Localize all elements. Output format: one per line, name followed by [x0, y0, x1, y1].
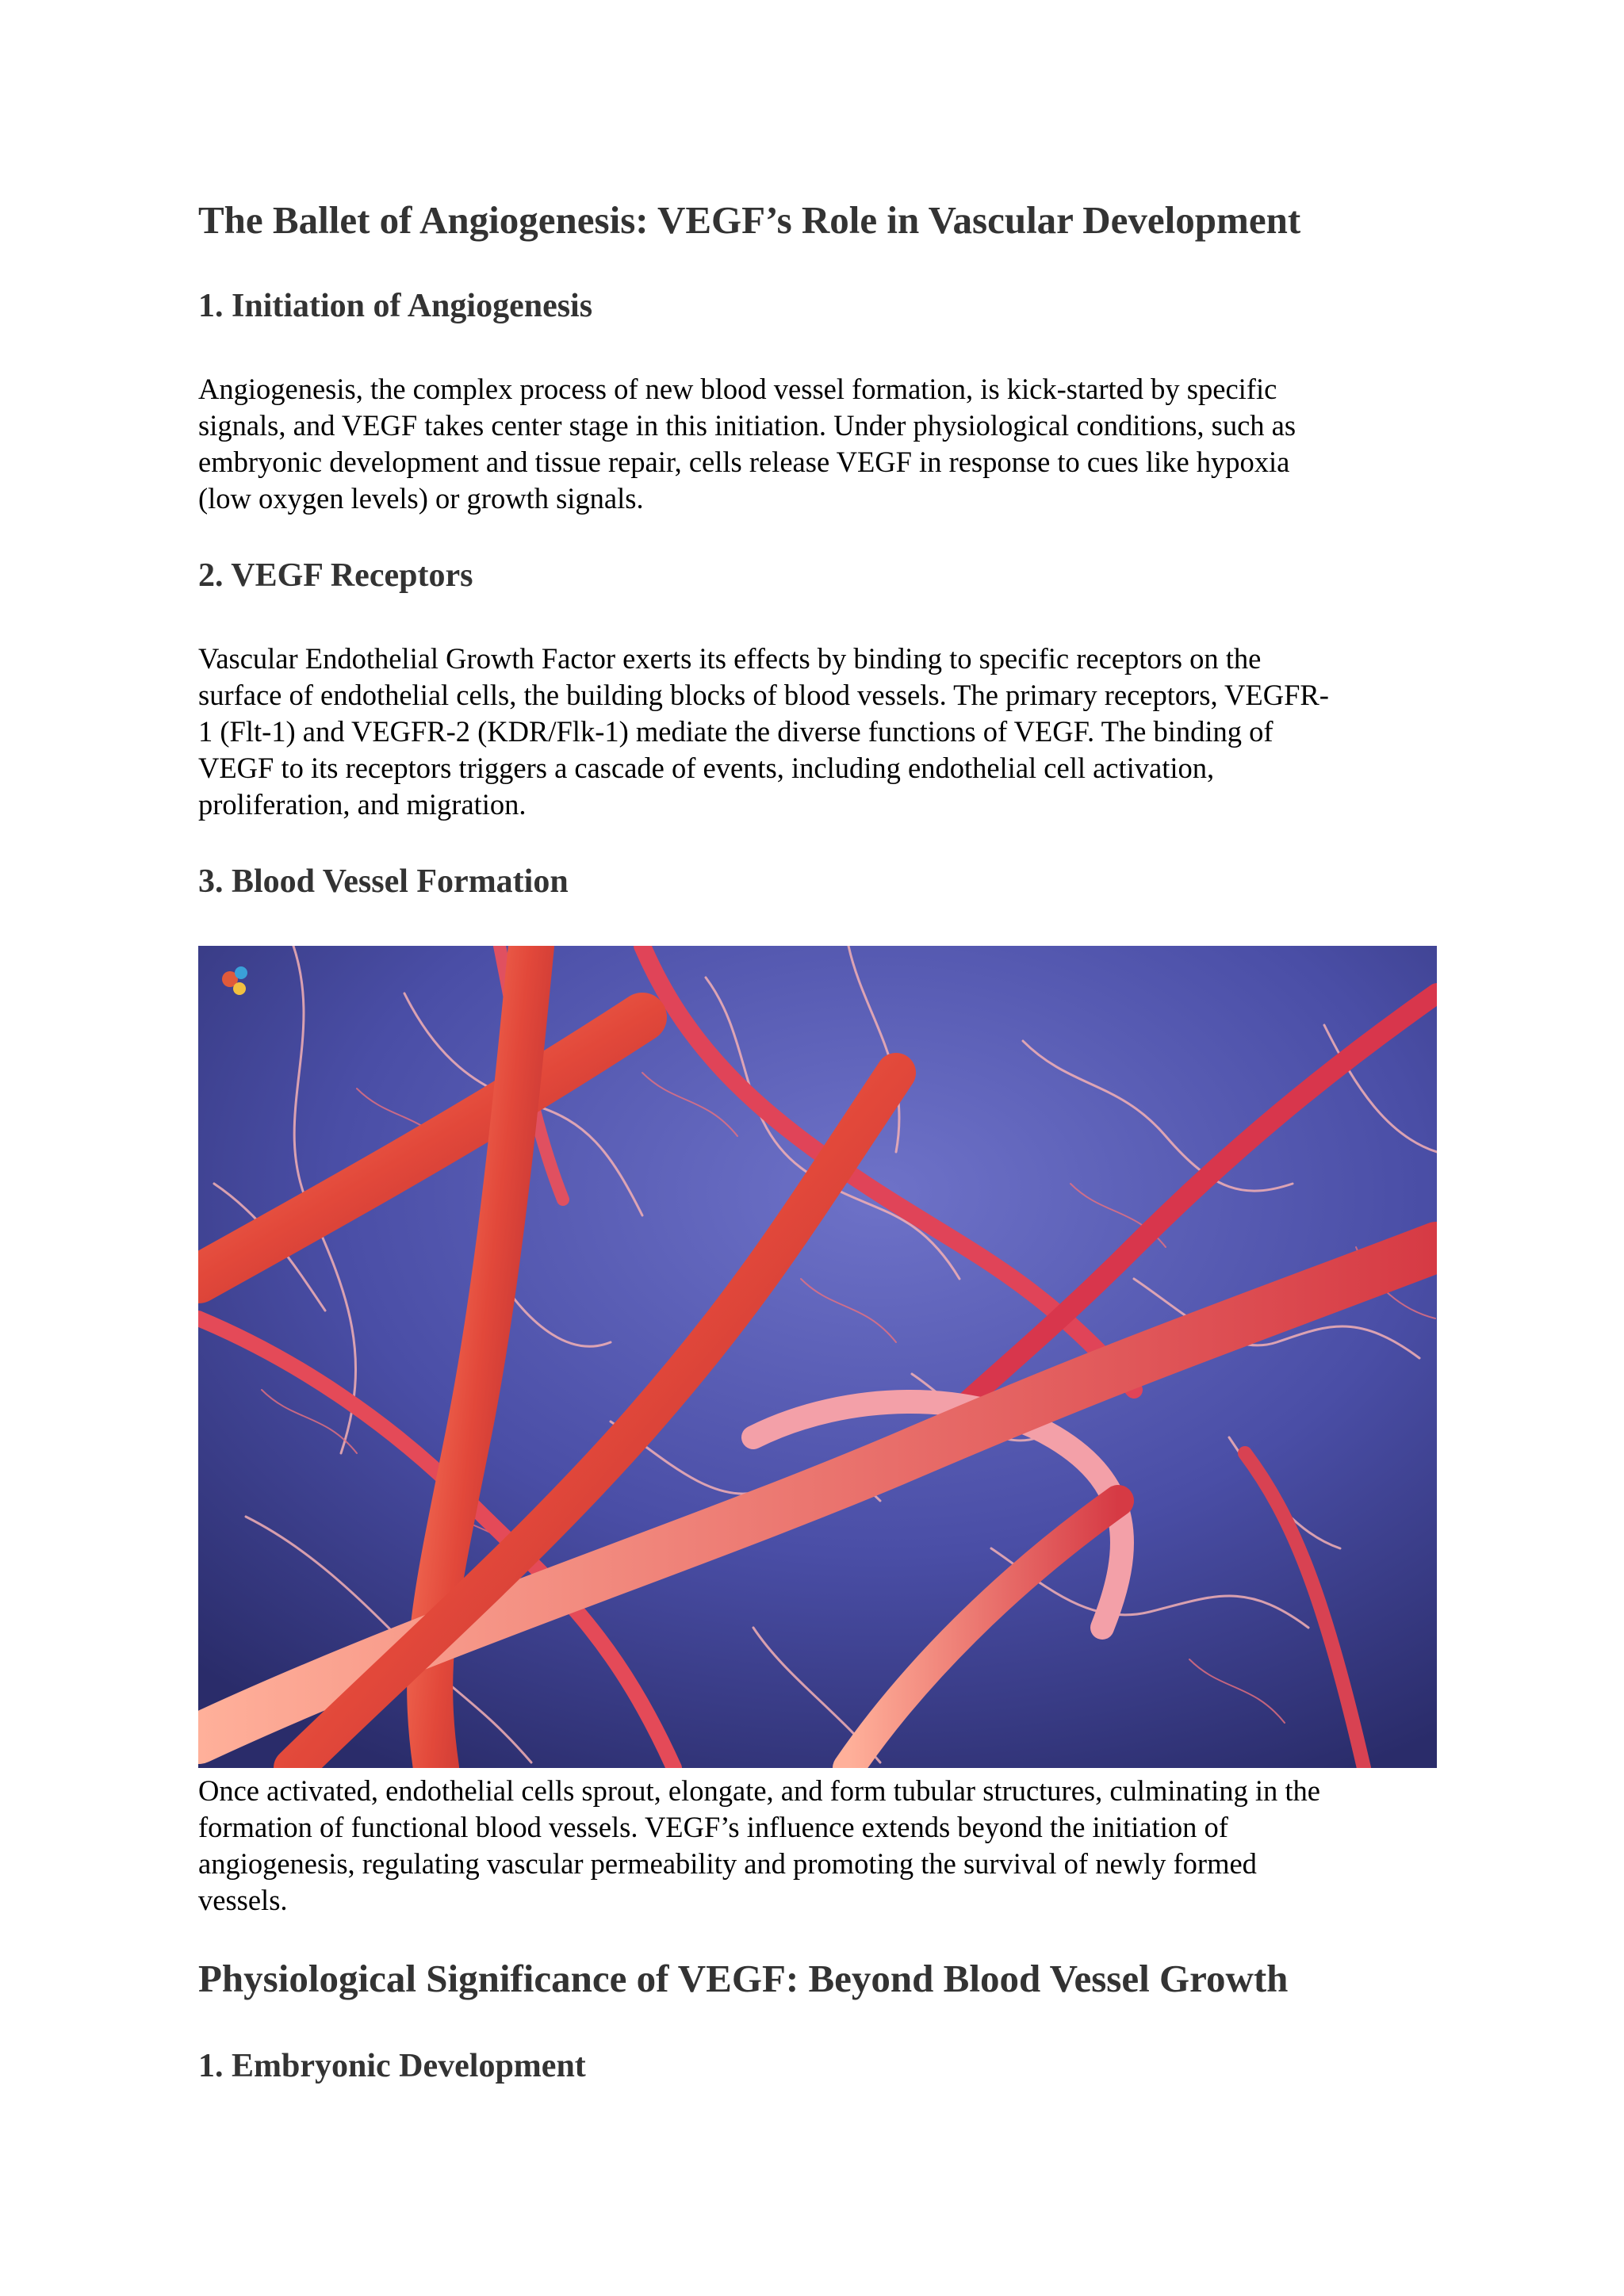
text-line: angiogenesis, regulating vascular permeability and promoting the survival of newly formed — [198, 1847, 1257, 1880]
text-line: vessels. — [198, 1884, 288, 1916]
heading-vessel-formation: 3. Blood Vessel Formation — [198, 863, 569, 900]
heading-receptors: 2. VEGF Receptors — [198, 557, 473, 594]
heading-embryonic: 1. Embryonic Development — [198, 2048, 586, 2084]
text-line: Angiogenesis, the complex process of new blood vessel formation, is kick-started by specific — [198, 373, 1277, 405]
paragraph-initiation — [198, 371, 1435, 517]
text-line: Vascular Endothelial Growth Factor exerts its effects by binding to specific receptors on the — [198, 642, 1262, 675]
page-title: The Ballet of Angiogenesis: VEGF’s Role in Vascular Development — [198, 198, 1301, 242]
text-line: (low oxygen levels) or growth signals. — [198, 482, 644, 515]
paragraph-receptors — [198, 641, 1435, 823]
text-line: 1 (Flt-1) and VEGFR-2 (KDR/Flk-1) mediate the diverse functions of VEGF. The binding of — [198, 715, 1274, 748]
blood-vessel-illustration — [198, 946, 1437, 1768]
text-line: VEGF to its receptors triggers a cascade of events, including endothelial cell activation, — [198, 752, 1215, 784]
text-line: signals, and VEGF takes center stage in this initiation. Under physiological conditions, such as — [198, 409, 1297, 442]
text-line: formation of functional blood vessels. VEGF’s influence extends beyond the initiation of — [198, 1811, 1228, 1843]
paragraph-vessel-formation — [198, 1773, 1435, 1919]
text-line: proliferation, and migration. — [198, 788, 527, 821]
section-title-physiological: Physiological Significance of VEGF: Beyond Blood Vessel Growth — [198, 1957, 1289, 2000]
text-line: Once activated, endothelial cells sprout, elongate, and form tubular structures, culminating in the — [198, 1774, 1320, 1807]
text-line: surface of endothelial cells, the building blocks of blood vessels. The primary receptors, VEGFR- — [198, 679, 1329, 711]
text-line: embryonic development and tissue repair, cells release VEGF in response to cues like hypoxia — [198, 446, 1290, 478]
heading-initiation: 1. Initiation of Angiogenesis — [198, 288, 593, 324]
